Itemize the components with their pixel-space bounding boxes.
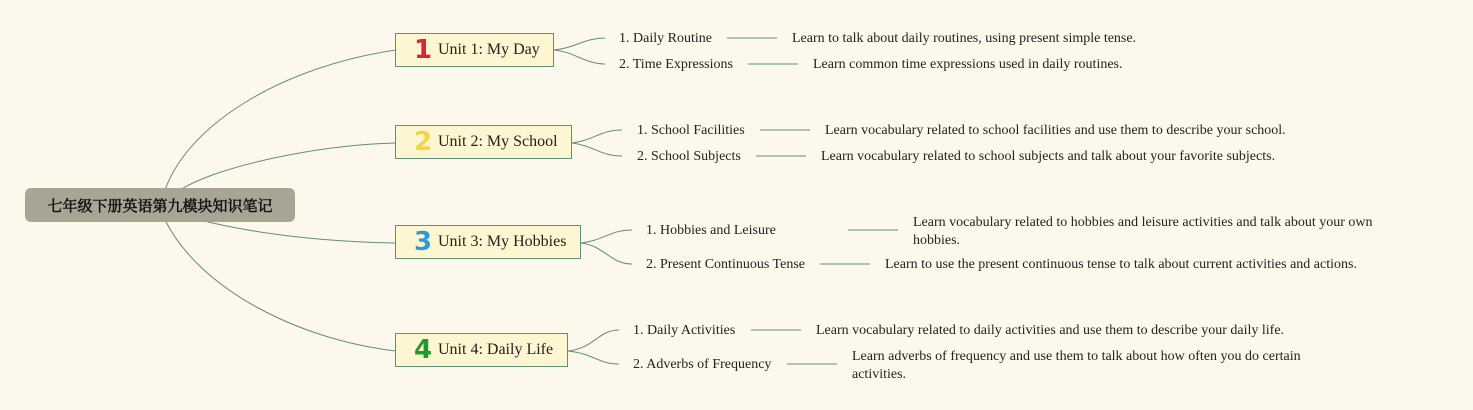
unit-3-topic-1[interactable]: 1. Hobbies and Leisure bbox=[646, 223, 776, 238]
unit-4-topic-2[interactable]: 2. Adverbs of Frequency bbox=[633, 357, 772, 372]
unit-1-topic-1[interactable]: 1. Daily Routine bbox=[619, 31, 712, 46]
unit-2-topic-1-description: Learn vocabulary related to school facilities and use them to describe your school. bbox=[825, 123, 1286, 138]
unit-3-title: Unit 3: My Hobbies bbox=[438, 233, 567, 250]
number-three-icon: 3 bbox=[414, 227, 433, 257]
root-title: 七年级下册英语第九模块知识笔记 bbox=[47, 196, 273, 215]
unit-4-topic-2-description: Learn adverbs of frequency and use them to talk about how often you do certain activities. bbox=[852, 349, 1301, 382]
number-one-icon: 1 bbox=[414, 35, 433, 65]
unit-3-topic-2-description: Learn to use the present continuous tense to talk about current activities and actions. bbox=[885, 257, 1357, 272]
root-to-unit-2-connector bbox=[180, 143, 396, 190]
unit-4-topic-2-connector bbox=[568, 351, 619, 364]
unit-4-topic-1-connector bbox=[568, 330, 619, 351]
unit-1-topic-2[interactable]: 2. Time Expressions bbox=[619, 57, 733, 72]
unit-3-node[interactable] bbox=[395, 225, 581, 259]
unit-4-node[interactable] bbox=[395, 333, 568, 367]
unit-2-topic-1-connector bbox=[572, 130, 622, 143]
root-node[interactable] bbox=[25, 188, 295, 222]
unit-2-topic-2-connector bbox=[572, 143, 622, 156]
unit-4-topic-1-description: Learn vocabulary related to daily activities and use them to describe your daily life. bbox=[816, 323, 1285, 338]
root-to-unit-4-connector bbox=[165, 220, 396, 351]
unit-1-topic-2-connector bbox=[554, 50, 605, 64]
unit-2-topic-2-description: Learn vocabulary related to school subjects and talk about your favorite subjects. bbox=[821, 149, 1276, 164]
number-two-icon: 2 bbox=[414, 127, 433, 157]
unit-1-topic-1-description: Learn to talk about daily routines, using present simple tense. bbox=[792, 31, 1137, 46]
unit-4-title: Unit 4: Daily Life bbox=[438, 341, 554, 358]
unit-1-node[interactable] bbox=[395, 33, 554, 67]
root-to-unit-1-connector bbox=[165, 50, 396, 190]
unit-1-topic-1-connector bbox=[554, 38, 605, 50]
unit-3-topic-2[interactable]: 2. Present Continuous Tense bbox=[646, 257, 805, 272]
unit-2-node[interactable] bbox=[395, 125, 572, 159]
number-four-icon: 4 bbox=[414, 335, 433, 365]
unit-3-topic-1-connector bbox=[581, 230, 632, 243]
unit-2-title: Unit 2: My School bbox=[438, 133, 558, 150]
unit-1-topic-2-description: Learn common time expressions used in daily routines. bbox=[813, 57, 1123, 72]
unit-1-title: Unit 1: My Day bbox=[438, 41, 540, 58]
unit-4-topic-1[interactable]: 1. Daily Activities bbox=[633, 323, 736, 338]
unit-2-topic-2[interactable]: 2. School Subjects bbox=[637, 149, 741, 164]
unit-2-topic-1[interactable]: 1. School Facilities bbox=[637, 123, 745, 138]
unit-3-topic-1-description: Learn vocabulary related to hobbies and leisure activities and talk about your own hobbies. bbox=[913, 215, 1373, 248]
unit-3-topic-2-connector bbox=[581, 243, 632, 264]
root-to-unit-3-connector bbox=[200, 220, 396, 243]
